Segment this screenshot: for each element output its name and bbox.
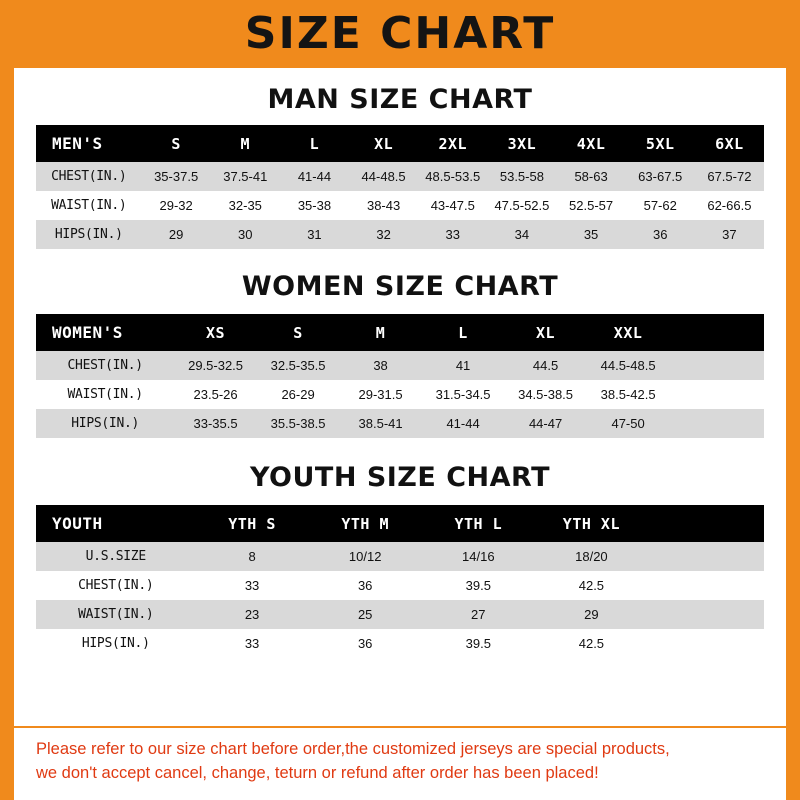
table-header-row (36, 314, 764, 351)
youth-cell: 33 (196, 629, 309, 658)
youth-header-cell: YTH S (196, 505, 309, 542)
table-row (36, 600, 764, 629)
youth-cell: 42.5 (535, 629, 648, 658)
table-row (36, 351, 764, 380)
youth-row-label: WAIST(IN.) (36, 600, 196, 629)
men-row-label: HIPS(IN.) (36, 220, 142, 249)
women-cell: 38.5-42.5 (587, 380, 670, 409)
men-cell: 37 (695, 220, 764, 249)
women-header-cell: XXL (587, 314, 670, 351)
men-cell: 37.5-41 (211, 162, 280, 191)
table-header-row (36, 505, 764, 542)
youth-cell: 36 (309, 571, 422, 600)
men-header-cell: MEN'S (36, 125, 142, 162)
women-cell-spacer (669, 351, 764, 380)
women-cell: 38.5-41 (339, 409, 422, 438)
table-row (36, 629, 764, 658)
youth-row-label: U.S.SIZE (36, 542, 196, 571)
men-cell: 29 (142, 220, 211, 249)
women-cell: 34.5-38.5 (504, 380, 587, 409)
footnote-line-1: Please refer to our size chart before order,the customized jerseys are special products, (36, 740, 670, 759)
women-header-cell: S (257, 314, 340, 351)
men-cell: 32-35 (211, 191, 280, 220)
men-cell: 62-66.5 (695, 191, 764, 220)
table-row (36, 571, 764, 600)
youth-cell: 10/12 (309, 542, 422, 571)
women-header-cell: L (422, 314, 505, 351)
table-row (36, 409, 764, 438)
men-header-cell: 2XL (418, 125, 487, 162)
youth-header-cell: YTH XL (535, 505, 648, 542)
youth-header-cell: YTH M (309, 505, 422, 542)
women-cell-spacer (669, 380, 764, 409)
youth-cell: 18/20 (535, 542, 648, 571)
banner (14, 0, 786, 68)
men-cell: 36 (626, 220, 695, 249)
men-header-cell: M (211, 125, 280, 162)
table-header-row (36, 125, 764, 162)
footnote-line-2: we don't accept cancel, change, teturn or refund after order has been placed! (36, 764, 599, 783)
table-row (36, 191, 764, 220)
youth-header-spacer (648, 505, 764, 542)
youth-cell: 39.5 (422, 629, 535, 658)
women-cell: 33-35.5 (174, 409, 257, 438)
youth-row-label: CHEST(IN.) (36, 571, 196, 600)
men-cell: 44-48.5 (349, 162, 418, 191)
men-cell: 47.5-52.5 (487, 191, 556, 220)
men-cell: 52.5-57 (556, 191, 625, 220)
men-header-cell: XL (349, 125, 418, 162)
women-header-spacer (669, 314, 764, 351)
youth-header-cell: YTH L (422, 505, 535, 542)
women-cell: 44.5 (504, 351, 587, 380)
women-cell: 44.5-48.5 (587, 351, 670, 380)
youth-row-label: HIPS(IN.) (36, 629, 196, 658)
men-section-title: MAN SIZE CHART (267, 84, 533, 115)
youth-size-table (36, 505, 764, 658)
women-cell: 38 (339, 351, 422, 380)
men-cell: 34 (487, 220, 556, 249)
women-cell: 26-29 (257, 380, 340, 409)
women-row-label: CHEST(IN.) (36, 351, 174, 380)
youth-cell: 29 (535, 600, 648, 629)
women-header-cell: WOMEN'S (36, 314, 174, 351)
women-cell: 31.5-34.5 (422, 380, 505, 409)
women-cell: 29-31.5 (339, 380, 422, 409)
men-header-cell: 4XL (556, 125, 625, 162)
women-header-cell: XS (174, 314, 257, 351)
women-cell: 35.5-38.5 (257, 409, 340, 438)
youth-cell: 14/16 (422, 542, 535, 571)
youth-cell-spacer (648, 571, 764, 600)
men-row-label: CHEST(IN.) (36, 162, 142, 191)
youth-cell: 36 (309, 629, 422, 658)
women-header-cell: M (339, 314, 422, 351)
youth-cell-spacer (648, 542, 764, 571)
youth-cell: 39.5 (422, 571, 535, 600)
youth-cell: 33 (196, 571, 309, 600)
men-cell: 63-67.5 (626, 162, 695, 191)
men-cell: 30 (211, 220, 280, 249)
women-cell: 32.5-35.5 (257, 351, 340, 380)
youth-cell: 25 (309, 600, 422, 629)
women-cell: 44-47 (504, 409, 587, 438)
men-cell: 35-38 (280, 191, 349, 220)
men-header-cell: 6XL (695, 125, 764, 162)
men-cell: 48.5-53.5 (418, 162, 487, 191)
page-title: SIZE CHART (244, 8, 556, 59)
men-cell: 58-63 (556, 162, 625, 191)
men-cell: 31 (280, 220, 349, 249)
men-cell: 33 (418, 220, 487, 249)
men-header-cell: S (142, 125, 211, 162)
table-row (36, 220, 764, 249)
youth-cell: 27 (422, 600, 535, 629)
women-row-label: HIPS(IN.) (36, 409, 174, 438)
men-cell: 29-32 (142, 191, 211, 220)
men-cell: 53.5-58 (487, 162, 556, 191)
table-row (36, 542, 764, 571)
women-cell-spacer (669, 409, 764, 438)
men-cell: 35-37.5 (142, 162, 211, 191)
women-section-title: WOMEN SIZE CHART (241, 271, 559, 302)
women-size-table (36, 314, 764, 438)
men-cell: 38-43 (349, 191, 418, 220)
men-cell: 35 (556, 220, 625, 249)
men-cell: 57-62 (626, 191, 695, 220)
men-header-cell: L (280, 125, 349, 162)
youth-section-title: YOUTH SIZE CHART (249, 462, 551, 493)
youth-header-cell: YOUTH (36, 505, 196, 542)
table-row (36, 162, 764, 191)
content (14, 68, 786, 718)
women-cell: 29.5-32.5 (174, 351, 257, 380)
footnote (14, 726, 786, 800)
men-size-table (36, 125, 764, 249)
women-row-label: WAIST(IN.) (36, 380, 174, 409)
women-cell: 41-44 (422, 409, 505, 438)
women-cell: 47-50 (587, 409, 670, 438)
youth-cell: 42.5 (535, 571, 648, 600)
youth-cell: 8 (196, 542, 309, 571)
women-cell: 23.5-26 (174, 380, 257, 409)
youth-cell-spacer (648, 600, 764, 629)
men-cell: 67.5-72 (695, 162, 764, 191)
men-cell: 41-44 (280, 162, 349, 191)
men-row-label: WAIST(IN.) (36, 191, 142, 220)
men-cell: 43-47.5 (418, 191, 487, 220)
men-cell: 32 (349, 220, 418, 249)
men-header-cell: 5XL (626, 125, 695, 162)
women-header-cell: XL (504, 314, 587, 351)
men-header-cell: 3XL (487, 125, 556, 162)
youth-cell-spacer (648, 629, 764, 658)
table-row (36, 380, 764, 409)
youth-cell: 23 (196, 600, 309, 629)
women-cell: 41 (422, 351, 505, 380)
